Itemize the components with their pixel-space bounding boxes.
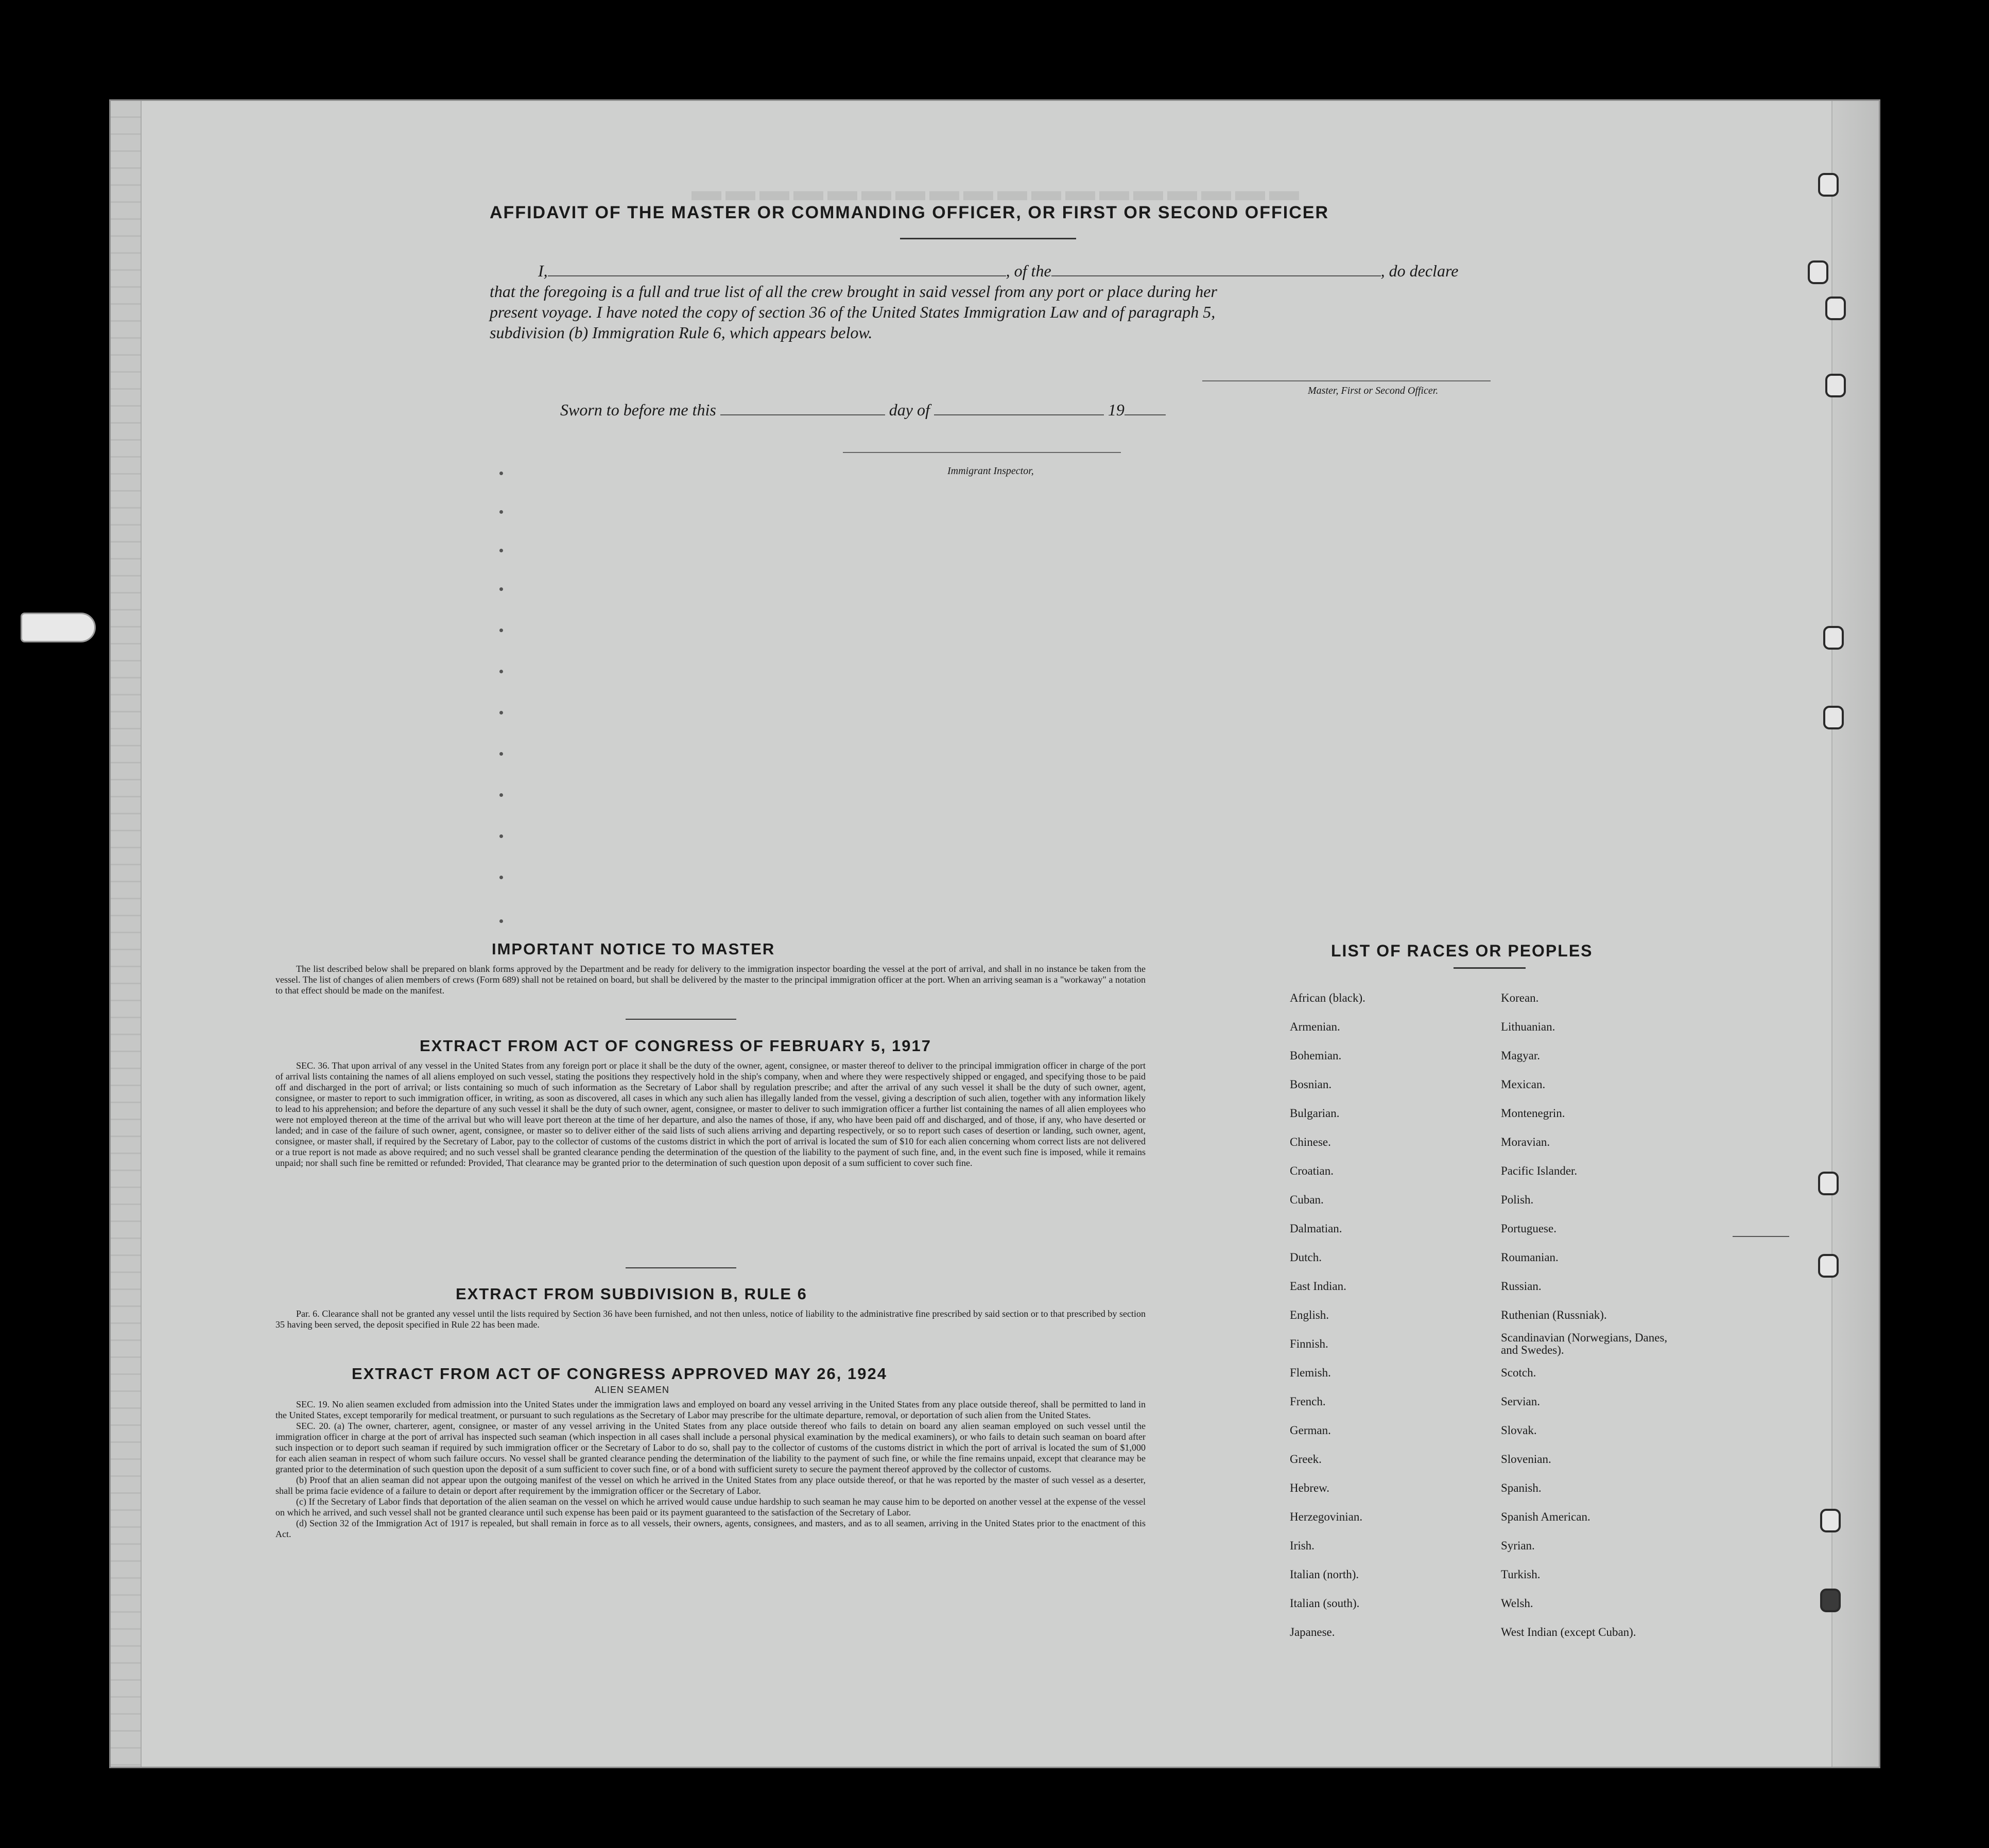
dot-mark: [499, 834, 503, 838]
race-item: Pacific Islander.: [1501, 1164, 1578, 1177]
race-item: Dutch.: [1290, 1251, 1322, 1264]
rule6-paragraph: Par. 6. Clearance shall not be granted any vessel until the lists required by Section 36 have been furnished, and not then unless, notice of liability to the administrative fine prescribed by said section or to that prescribed by section 35 having been served, the deposit specified in Rule 22 has been made.: [275, 1309, 1146, 1330]
act-1924-subtitle: ALIEN SEAMEN: [595, 1385, 670, 1395]
race-item: East Indian.: [1290, 1280, 1346, 1293]
punch-hole-icon: [1823, 706, 1844, 729]
inspector-label: Immigrant Inspector,: [947, 465, 1034, 477]
act-1924-body: [275, 1399, 1146, 1540]
affidavit-line-1: [538, 261, 1458, 281]
race-item: West Indian (except Cuban).: [1501, 1626, 1636, 1638]
race-item: Bohemian.: [1290, 1049, 1342, 1062]
race-item: Chinese.: [1290, 1136, 1331, 1148]
punch-hole-icon: [1808, 260, 1828, 284]
race-item: Bosnian.: [1290, 1078, 1332, 1091]
binder-clip-icon: [21, 613, 96, 642]
race-item: French.: [1290, 1395, 1326, 1408]
dot-mark: [499, 629, 503, 632]
punch-hole-icon: [1823, 626, 1844, 650]
name-blank[interactable]: [548, 275, 1006, 276]
dot-mark: [499, 510, 503, 514]
race-item: Mexican.: [1501, 1078, 1546, 1091]
notice-paragraph: The list described below shall be prepared on blank forms approved by the Department and be ready for delivery to the immigration inspector boarding the vessel at the port of arrival, and shall in no instance be taken from the vessel. The list of changes of alien members of crews (Form 689) shall not be retained on board, but shall be delivered by the master to the principal immigration officer at the port. When an arriving seaman is a "workaway" a notation to that effect should be made on the manifest.: [275, 964, 1146, 996]
race-item: Slovak.: [1501, 1424, 1537, 1437]
sworn-day-blank[interactable]: [720, 414, 885, 415]
race-item: Cuban.: [1290, 1193, 1324, 1206]
sworn-month-blank[interactable]: [934, 414, 1104, 415]
race-item: Polish.: [1501, 1193, 1534, 1206]
extract-1917-rule: [626, 1267, 736, 1268]
sworn-day-of: day of: [889, 400, 930, 419]
act-1924-sec-20a: SEC. 20. (a) The owner, charterer, agent, consignee, or master of any vessel arriving in the United States from any place outside thereof who fails to detain on board any alien seaman employed on such vessel until the immigration officer in charge at the port of arrival has inspected such seaman (which inspection in all cases shall include a personal physical examination by the medical examiners), or who fails to detain such seaman on board after such inspection or to deport such seaman if required by such immigration officer or the Secretary of Labor to do so, shall pay to the collector of customs of the customs district in which the port of arrival is located the sum of $1,000 for each alien seaman in respect of whom such failure occurs. No vessel shall be granted clearance pending the determination of the liability to the payment of such fine, or while the fine remains unpaid, except that clearance may be granted prior to the determination of such question upon the deposit of a sum sufficient to cover such fine, or of a bond with sufficient surety to secure the payment thereof approved by the collector of customs.: [275, 1421, 1146, 1474]
punch-hole-icon: [1820, 1589, 1841, 1612]
dot-mark: [499, 587, 503, 591]
race-item: Irish.: [1290, 1539, 1315, 1552]
race-item: Greek.: [1290, 1453, 1322, 1466]
race-item: Korean.: [1501, 991, 1539, 1004]
dot-mark: [499, 793, 503, 797]
vessel-blank[interactable]: [1051, 275, 1381, 276]
punch-hole-icon: [1825, 374, 1846, 397]
dot-mark: [499, 876, 503, 879]
race-item: Spanish.: [1501, 1481, 1542, 1494]
race-item: Spanish American.: [1501, 1510, 1590, 1523]
race-item: English.: [1290, 1309, 1329, 1321]
dot-mark: [499, 711, 503, 714]
race-item: Croatian.: [1290, 1164, 1334, 1177]
race-item: Hebrew.: [1290, 1481, 1330, 1494]
race-item: Servian.: [1501, 1395, 1541, 1408]
races-title: LIST OF RACES OR PEOPLES: [1331, 942, 1593, 960]
punch-hole-icon: [1818, 1254, 1839, 1278]
notice-rule: [626, 1019, 736, 1020]
race-item: Herzegovinian.: [1290, 1510, 1363, 1523]
margin-dash: [1733, 1236, 1789, 1237]
races-rule: [1454, 967, 1526, 969]
affidavit-title: AFFIDAVIT OF THE MASTER OR COMMANDING OFFICER, OR FIRST OR SECOND OFFICER: [490, 203, 1329, 222]
bleed-through-heading: ▬▬▬▬▬▬▬▬▬▬▬▬▬▬▬▬▬▬: [687, 173, 1299, 207]
race-item: Scandinavian (Norwegians, Danes, and Swedes).: [1501, 1331, 1668, 1356]
race-item: Scotch.: [1501, 1366, 1536, 1379]
extract-1917-title: EXTRACT FROM ACT OF CONGRESS OF FEBRUARY 5, 1917: [420, 1037, 931, 1055]
race-item: Moravian.: [1501, 1136, 1550, 1148]
dot-mark: [499, 472, 503, 475]
punch-hole-icon: [1820, 1509, 1841, 1532]
race-item: Italian (south).: [1290, 1597, 1360, 1610]
sworn-year-blank[interactable]: [1125, 414, 1166, 415]
dot-mark: [499, 919, 503, 923]
race-item: Russian.: [1501, 1280, 1542, 1293]
race-item: Italian (north).: [1290, 1568, 1359, 1581]
rule6-title: EXTRACT FROM SUBDIVISION B, RULE 6: [456, 1285, 807, 1303]
sworn-line: [560, 400, 1166, 420]
race-item: Slovenian.: [1501, 1453, 1551, 1466]
dot-mark: [499, 670, 503, 673]
affidavit-line-2: that the foregoing is a full and true list of all the crew brought in said vessel from any port or place during her: [490, 282, 1217, 301]
race-item: Dalmatian.: [1290, 1222, 1342, 1235]
race-item: Syrian.: [1501, 1539, 1535, 1552]
act-1924-sec-20d: (d) Section 32 of the Immigration Act of 1917 is repealed, but shall remain in force as to all vessels, their owners, agents, consignees, and masters, and as to all seamen, arriving in the United States prior to the enactment of this Act.: [275, 1518, 1146, 1539]
race-item: German.: [1290, 1424, 1331, 1437]
race-item: Armenian.: [1290, 1020, 1340, 1033]
punch-hole-icon: [1825, 297, 1846, 320]
master-label: Master, First or Second Officer.: [1308, 385, 1439, 396]
title-rule: [900, 238, 1076, 239]
act-1924-sec-20b: (b) Proof that an alien seaman did not appear upon the outgoing manifest of the vessel on which he arrived in the United States from any place outside thereof, or that he was reported by the master of such vessel as a deserter, shall be prima facie evidence of a failure to detain or deport after requirement by the immigration officer or the Secretary of Labor.: [275, 1475, 1146, 1496]
text-of-the: , of the: [1006, 261, 1051, 280]
extract-1917-paragraph: SEC. 36. That upon arrival of any vessel in the United States from any foreign port or place it shall be the duty of the owner, agent, consignee, or master thereof to deliver to the principal immigration officer in charge of the port of arrival lists containing the names of all aliens employed on such vessel, stating the positions they respectively hold in the ship's company, when and where they were respectively shipped or engaged, and specifying those to be paid off and discharged in the port of arrival; or lists containing so much of such information as the Secretary of Labor shall by regulation prescribe; and after the arrival of any such vessel it shall be the duty of such owner, agent, consignee, or master to report to such immigration officer, in writing, as soon as discovered, all cases in which any such alien has illegally landed from the vessel, giving a description of such alien, together with any information likely to lead to his apprehension; and before the departure of any such vessel it shall be the duty of such owner, agent, consignee, or master to deliver to such immigration officer a further list containing the names of all alien employees who were not employed thereon at the time of the arrival but who will leave port thereon at the time of her departure, and also the names of those, if any, who have been paid off and discharged, and of those, if any, who have deserted or landed; and in case of the failure of such owner, agent, consignee, or master so to deliver either of the said lists of such aliens arriving and departing respectively, or so to report such cases of desertion or landing, such owner, agent, consignee, or master shall, if required by the Secretary of Labor, pay to the collector of customs of the customs district in which the port of arrival is located the sum of $10 for each alien concerning whom correct lists are not delivered or a true report is not made as above required; and no such vessel shall be granted clearance pending the determination of the question of the liability to the payment of such fine, and, in the event such fine is imposed, while it remains unpaid; nor shall such fine be remitted or refunded: Provided, That clearance may be granted prior to the determination of such question upon deposit of a sum sufficient to cover such fine.: [275, 1060, 1146, 1168]
extract-1917-body: [275, 1060, 1146, 1169]
race-item: Roumanian.: [1501, 1251, 1559, 1264]
race-item: Ruthenian (Russniak).: [1501, 1309, 1607, 1321]
race-item: Welsh.: [1501, 1597, 1533, 1610]
document-page: [109, 99, 1880, 1768]
races-left-column: [1290, 984, 1365, 1647]
dot-mark: [499, 752, 503, 756]
master-signature-line[interactable]: [1202, 380, 1491, 381]
race-item: Flemish.: [1290, 1366, 1331, 1379]
race-item: Finnish.: [1290, 1337, 1328, 1350]
affidavit-line-4: subdivision (b) Immigration Rule 6, which appears below.: [490, 323, 873, 342]
race-item: Bulgarian.: [1290, 1107, 1340, 1120]
dot-mark: [499, 549, 503, 552]
affidavit-line-3: present voyage. I have noted the copy of section 36 of the United States Immigration Law and of paragraph 5,: [490, 303, 1216, 321]
punch-hole-icon: [1818, 173, 1839, 197]
binding-margin: [111, 101, 142, 1767]
sworn-year: 19: [1108, 400, 1125, 419]
race-item: African (black).: [1290, 991, 1365, 1004]
inspector-signature-line[interactable]: [843, 452, 1121, 453]
act-1924-sec-19: SEC. 19. No alien seamen excluded from admission into the United States under the immigration laws and employed on board any vessel arriving in the United States from any place outside thereof, shall be permitted to land in the United States, except temporarily for medical treatment, or pursuant to such regulations as the Secretary of Labor may prescribe for the ultimate departure, removal, or deportation of such alien from the United States.: [275, 1399, 1146, 1420]
sworn-prefix: Sworn to before me this: [560, 400, 716, 419]
race-item: Magyar.: [1501, 1049, 1541, 1062]
race-item: Portuguese.: [1501, 1222, 1556, 1235]
notice-title: IMPORTANT NOTICE TO MASTER: [492, 940, 775, 958]
race-item: Japanese.: [1290, 1626, 1335, 1638]
races-right-column: [1501, 984, 1686, 1647]
text-declare: , do declare: [1380, 261, 1459, 280]
punch-hole-icon: [1818, 1172, 1839, 1195]
race-item: Turkish.: [1501, 1568, 1541, 1581]
rule6-body: [275, 1309, 1146, 1330]
race-item: Montenegrin.: [1501, 1107, 1565, 1120]
notice-body: [275, 964, 1146, 996]
text-i: I,: [538, 261, 548, 280]
act-1924-title: EXTRACT FROM ACT OF CONGRESS APPROVED MAY 26, 1924: [352, 1365, 887, 1383]
race-item: Lithuanian.: [1501, 1020, 1555, 1033]
act-1924-sec-20c: (c) If the Secretary of Labor finds that deportation of the alien seaman on the vessel on which he arrived would cause undue hardship to such seaman he may cause him to be deported on another vessel at the expense of the vessel on which he arrived, and such vessel shall not be granted clearance until such expense has been paid or its payment guaranteed to the satisfaction of the Secretary of Labor.: [275, 1496, 1146, 1518]
